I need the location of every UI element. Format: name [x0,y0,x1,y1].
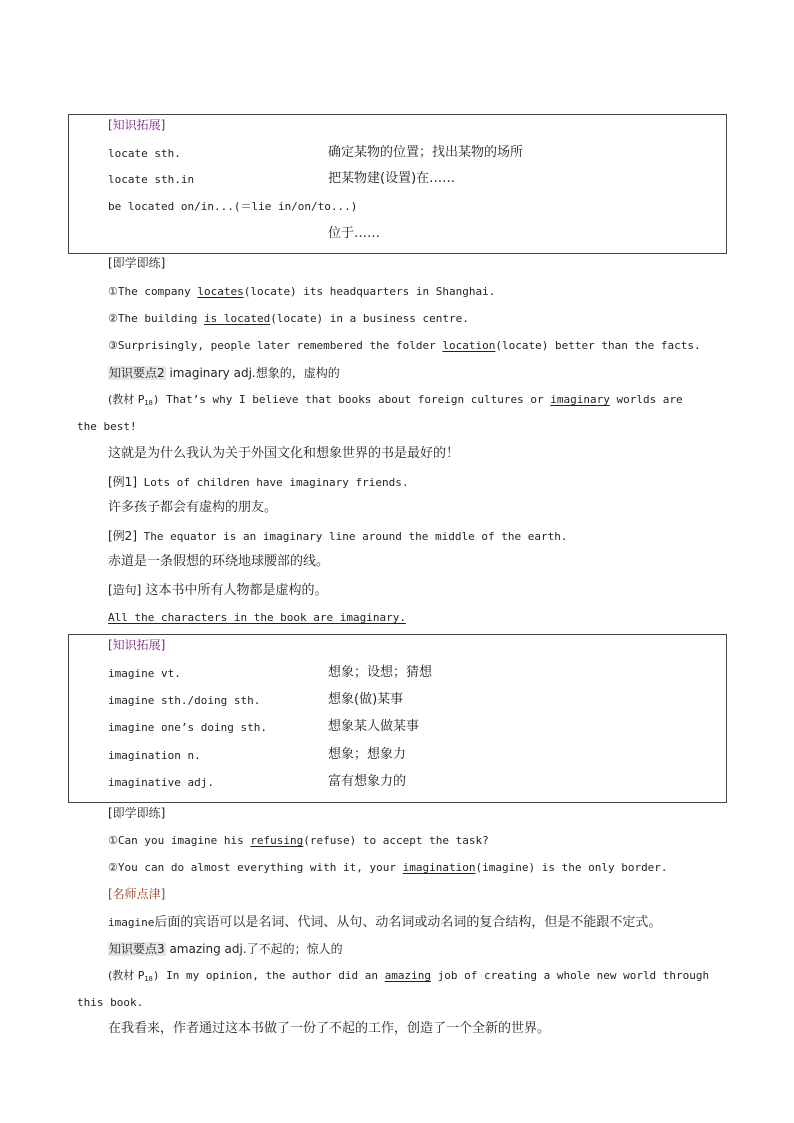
practice1-item-2: ②The building is located(locate) in a business centre. [108,312,469,325]
point2-example-2-zh: 赤道是一条假想的环绕地球腰部的线。 [108,554,330,569]
answer: imagination [402,861,476,874]
point2-make-sentence: [造句] 这本书中所有人物都是虚构的。 [108,583,328,598]
box2-row-zh: 想象(做)某事 [328,692,404,707]
box2-row-zh: 想象；设想；猜想 [328,665,433,680]
box1-row-en: locate sth. [108,147,181,160]
point3-source: (教材 $P_{18}$) In my opinion, the author did an amazing job of creating a whole new world through [108,969,710,983]
practice2-item-2: ②You can do almost everything with it, your imagination(imagine) is the only border. [108,861,668,874]
box2-row-zh: 富有想象力的 [328,774,407,789]
box2-heading: [知识拓展] [108,638,166,652]
point3-title-line: 知识要点3 amazing adj.了不起的；惊人的 [109,942,343,956]
box2-row-zh: 想象；想象力 [328,747,407,762]
point2-title-line: 知识要点2 imaginary adj.想象的，虚构的 [109,366,340,380]
box2-row-en: imaginative adj. [108,776,214,789]
teacher-note-text: imagine后面的宾语可以是名词、代词、从句、动名词或动名词的复合结构，但是不能跟不定式。 [108,915,662,930]
box2-row-en: imagine vt. [108,667,181,680]
answer: refusing [250,834,304,847]
box1-row-zh: 位于…… [328,226,381,241]
answer: location [442,339,496,352]
box1-row-en: be located on/in...(＝lie in/on/to...) [108,200,358,213]
box2-row-en: imagine one’s doing sth. [108,721,267,734]
box1-row-zh: 确定某物的位置；找出某物的场所 [328,145,524,160]
point2-example-2: [例2] The equator is an imaginary line around the middle of the earth. [108,529,568,543]
box2-row-zh: 想象某人做某事 [328,719,420,734]
point2-example-1: [例1] Lots of children have imaginary friends. [108,475,409,489]
point3-translation: 在我看来，作者通过这本书做了一份了不起的工作，创造了一个全新的世界。 [108,1021,551,1036]
point2-translation: 这就是为什么我认为关于外国文化和想象世界的书是最好的！ [108,446,460,461]
point2-make-answer [108,610,406,626]
point3-source-wrap: this book. [77,996,144,1009]
practice1-heading: [即学即练] [108,256,166,270]
answer: is located [203,312,271,325]
box1-row-en: locate sth.in [108,173,195,186]
point2-example-1-zh: 许多孩子都会有虚构的朋友。 [108,500,278,515]
point2-tag: 知识要点2 [109,366,165,380]
practice1-item-1: ①The company locates(locate) its headquarters in Shanghai. [108,285,496,298]
practice1-item-3: ③Surprisingly, people later remembered the folder location(locate) better than the facts. [108,339,701,352]
box2-row-en: imagine sth./doing sth. [108,694,261,707]
answer: locates [197,285,244,298]
point3-tag: 知识要点3 [109,942,165,956]
teacher-note-heading: [名师点津] [108,887,166,901]
box1-row-zh: 把某物建(设置)在…… [328,171,456,186]
answer: imaginary [550,393,610,406]
practice2-item-1: ①Can you imagine his refusing(refuse) to accept the task? [108,834,489,847]
box2-row-en: imagination n. [108,749,201,762]
box1-heading: [知识拓展] [108,118,166,132]
answer: All the characters in the book are imaginary. [108,611,407,624]
point2-source: (教材 $P_{18}$) That’s why I believe that books about foreign cultures or imaginary worlds are [108,393,683,407]
practice2-heading: [即学即练] [108,806,166,820]
point2-source-wrap: the best! [77,420,137,433]
answer: amazing [384,969,432,982]
